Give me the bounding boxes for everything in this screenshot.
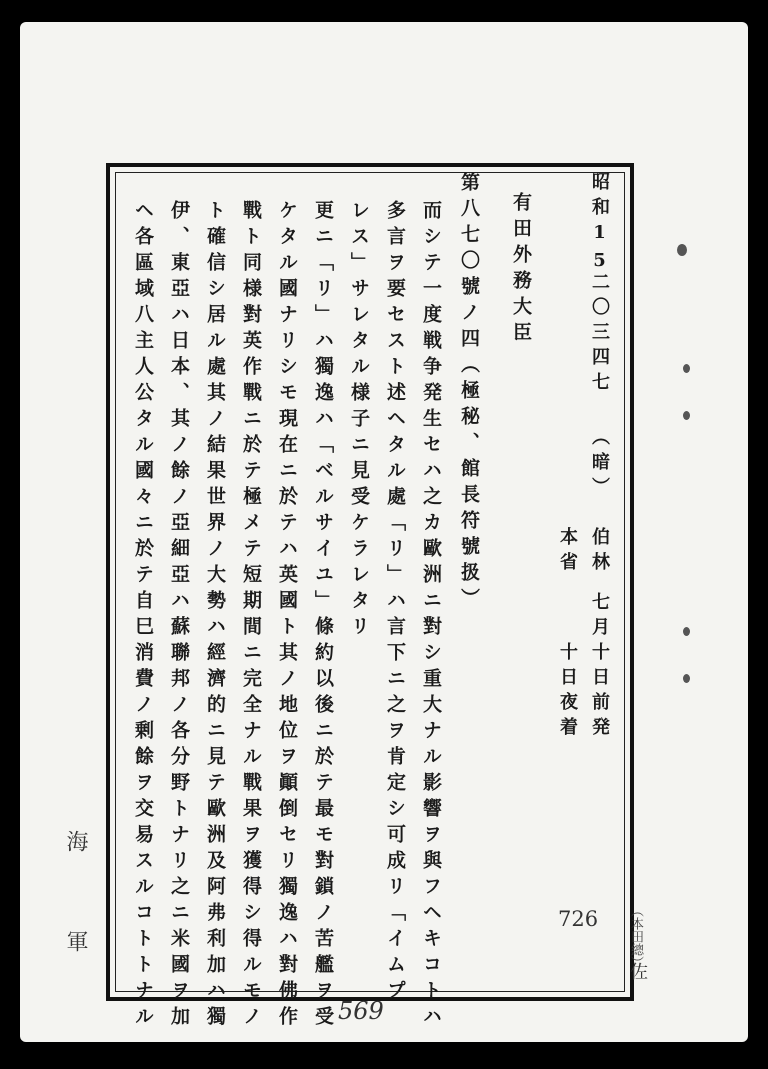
- binding-mark: [683, 627, 690, 636]
- body-line-6: 戰ト同様對英作戰ニ於テ極メテ短期間ニ完全ナル戰果ヲ獲得シ得ルモノ: [240, 200, 262, 1032]
- body-line-7: ト確信シ居ル處其ノ結果世界ノ大勢ハ經濟的ニ見テ歐洲及阿弗利加ハ獨: [204, 200, 226, 1032]
- binding-mark: [683, 364, 690, 373]
- dispatch-time: 七月十日前発: [589, 592, 610, 742]
- document-page: [20, 22, 748, 1042]
- margin-navy-top: 海: [63, 830, 88, 852]
- addressee: 有田外務大臣: [510, 192, 532, 348]
- binding-mark: [677, 244, 687, 256]
- margin-note-recipient: （本田總）: [628, 904, 643, 969]
- binding-mark: [683, 411, 690, 420]
- telegram-serial-number: 二〇三四七: [589, 272, 610, 397]
- body-line-2: 多言ヲ要セスト述ヘタル處「リ」ハ言下ニ之ヲ肯定シ可成リ「イムプ: [384, 200, 406, 1006]
- body-line-1: 而シテ一度戦争発生セハ之カ歐洲ニ對シ重大ナル影響ヲ與フヘキコトハ: [420, 200, 442, 1032]
- arrival-time: 十日夜着: [557, 642, 578, 742]
- page-number: 569: [338, 997, 384, 1025]
- body-line-9: ヘ各區域八主人公タル國々ニ於テ自巳消費ノ剰餘ヲ交易スルコトトナル: [132, 200, 154, 1032]
- destination: 本省: [557, 527, 578, 577]
- margin-navy-bottom: 軍: [63, 930, 88, 952]
- body-line-8: 伊、東亞ハ日本、其ノ餘ノ亞細亞ハ蘇聯邦ノ各分野トナリ之ニ米國ヲ加: [168, 200, 190, 1032]
- body-line-5: ケタル國ナリシモ現在ニ於テハ英國ト其ノ地位ヲ顚倒セリ獨逸ハ對佛作: [276, 200, 298, 1032]
- telegram-number: 第八七〇號ノ四（極秘、館長符號扱）: [458, 172, 480, 614]
- document-number: 726: [558, 907, 599, 931]
- classification-mark: （暗）: [589, 427, 610, 502]
- binding-mark: [683, 674, 690, 683]
- margin-signature: 佐: [627, 962, 648, 980]
- body-line-3: レス」サレタル様子ニ見受ケラレタリ: [348, 200, 370, 642]
- era-year: 昭和15: [589, 172, 610, 278]
- body-line-4: 更ニ「リ」ハ獨逸ハ「ベルサイユ」條約以後ニ於テ最モ對鎖ノ苦艦ヲ受: [312, 200, 334, 1032]
- origin-city: 伯林: [589, 527, 610, 577]
